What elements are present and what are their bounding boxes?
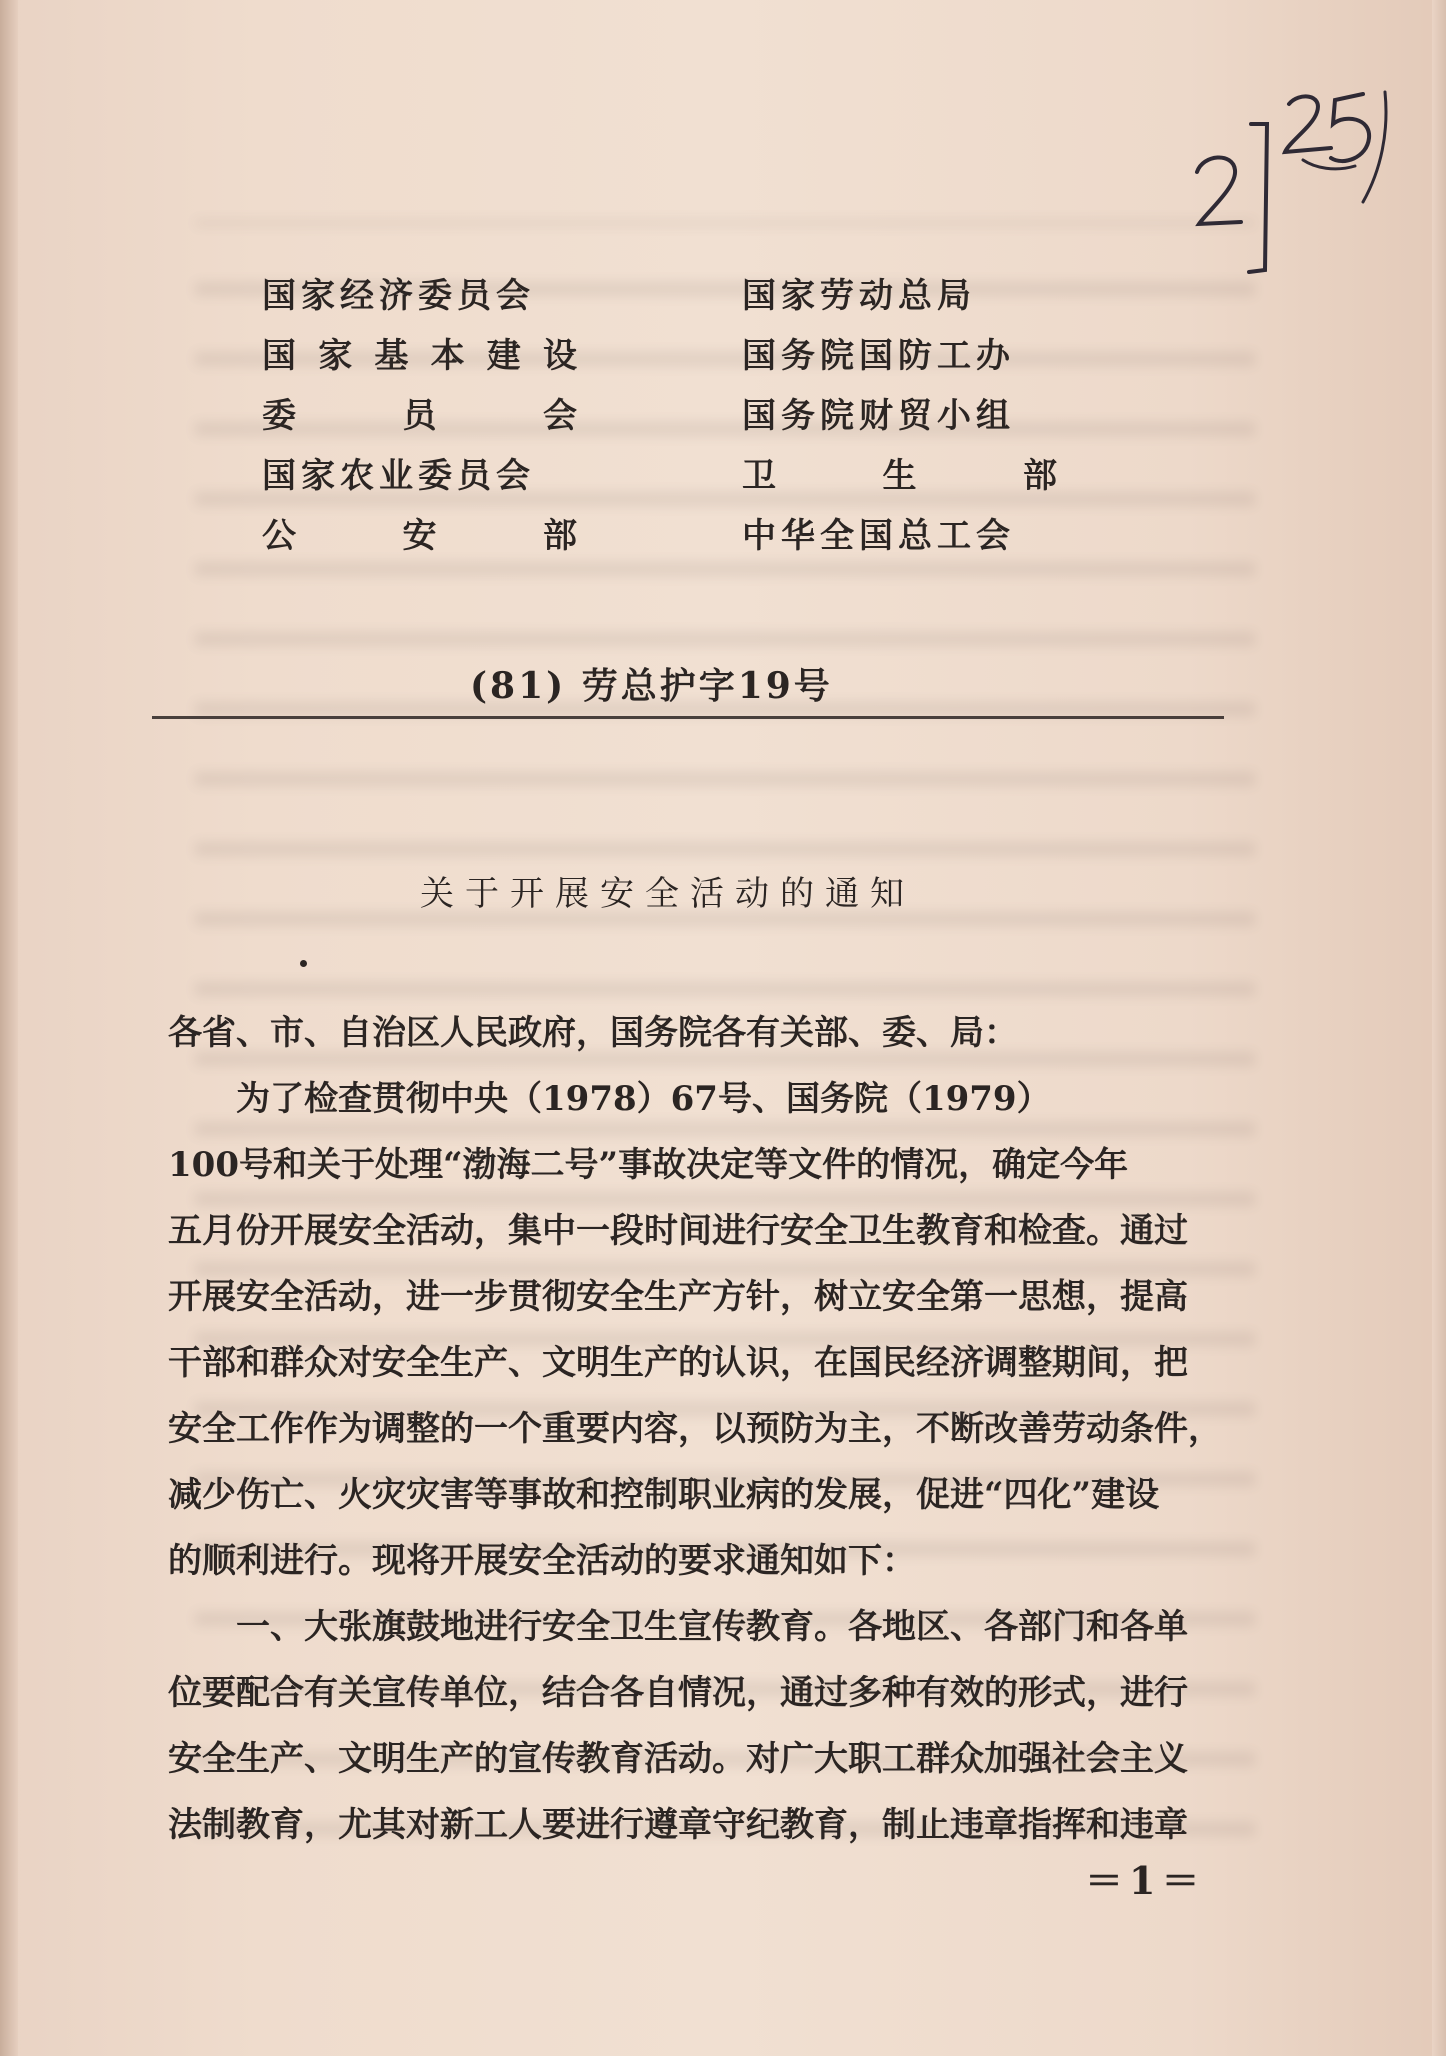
document-body [168,1000,1228,1858]
issuer-name-part: 本 [430,336,470,376]
issuer-name-part: 部 [1023,456,1062,496]
body-line: 位要配合有关宣传单位，结合各自情况，通过多种有效的形式，进行 [168,1673,1188,1713]
issuers-right-column [742,266,1182,566]
document-title: 关于开展安全活动的通知 [420,874,915,914]
issuer-name-part: 家 [318,336,358,376]
issuer-name: 国家劳动总局 [742,276,976,316]
issuer-name: 国务院国防工办 [742,336,1015,376]
issuer-name-part: 设 [542,336,582,376]
issuer-name [742,446,1062,506]
body-line: 五月份开展安全活动，集中一段时间进行安全卫生教育和检查。通过 [168,1211,1188,1251]
issuer-name-part: 卫 [742,456,781,496]
issuer-name [262,326,582,386]
paper-left-edge [0,0,18,2056]
addressee-line: 各省、市、自治区人民政府，国务院各有关部、委、局： [168,1013,1018,1053]
page-number: ＝1＝ [1085,1858,1206,1903]
issuer-name-part: 国 [262,336,301,376]
issuer-name: 国家农业委员会 [262,456,535,496]
body-line: 安全生产、文明生产的宣传教育活动。对广大职工群众加强社会主义 [168,1739,1188,1779]
body-line: 100号和关于处理“渤海二号”事故决定等文件的情况，确定今年 [168,1145,1129,1185]
issuer-name-part: 部 [543,516,582,556]
body-line: 法制教育，尤其对新工人要进行遵章守纪教育，制止违章指挥和违章 [168,1805,1188,1845]
issuer-name-part: 员 [402,396,442,436]
issuer-name: 中华全国总工会 [742,516,1015,556]
issuer-name-part: 生 [882,456,922,496]
body-line: 为了检查贯彻中央（1978）67号、国务院（1979） [236,1079,1051,1119]
issuer-name [262,386,582,446]
body-line: 开展安全活动，进一步贯彻安全生产方针，树立安全第一思想，提高 [168,1277,1188,1317]
issuer-name-part: 会 [543,396,582,436]
paper-right-edge [1432,0,1446,2056]
issuer-name: 国家经济委员会 [262,276,535,316]
header-rule [152,716,1224,719]
body-line: 的顺利进行。现将开展安全活动的要求通知如下： [168,1541,916,1581]
body-line: 一、大张旗鼓地进行安全卫生宣传教育。各地区、各部门和各单 [236,1607,1188,1647]
issuers-left-column [262,266,702,566]
body-line: 减少伤亡、火灾灾害等事故和控制职业病的发展，促进“四化”建设 [168,1475,1160,1515]
issuer-name-part: 委 [262,396,301,436]
body-line: 干部和群众对安全生产、文明生产的认识，在国民经济调整期间，把 [168,1343,1188,1383]
document-number: (81) 劳总护字19号 [470,665,833,707]
body-line: 安全工作作为调整的一个重要内容，以预防为主，不断改善劳动条件， [168,1409,1222,1449]
issuer-name-part: 公 [262,516,301,556]
issuer-name: 国务院财贸小组 [742,396,1015,436]
issuer-name-part: 建 [486,336,526,376]
handwritten-annotation [1185,72,1415,312]
issuer-name-part: 安 [402,516,442,556]
ink-dot [300,960,307,967]
issuer-name [262,506,582,566]
issuer-name-part: 基 [374,336,414,376]
